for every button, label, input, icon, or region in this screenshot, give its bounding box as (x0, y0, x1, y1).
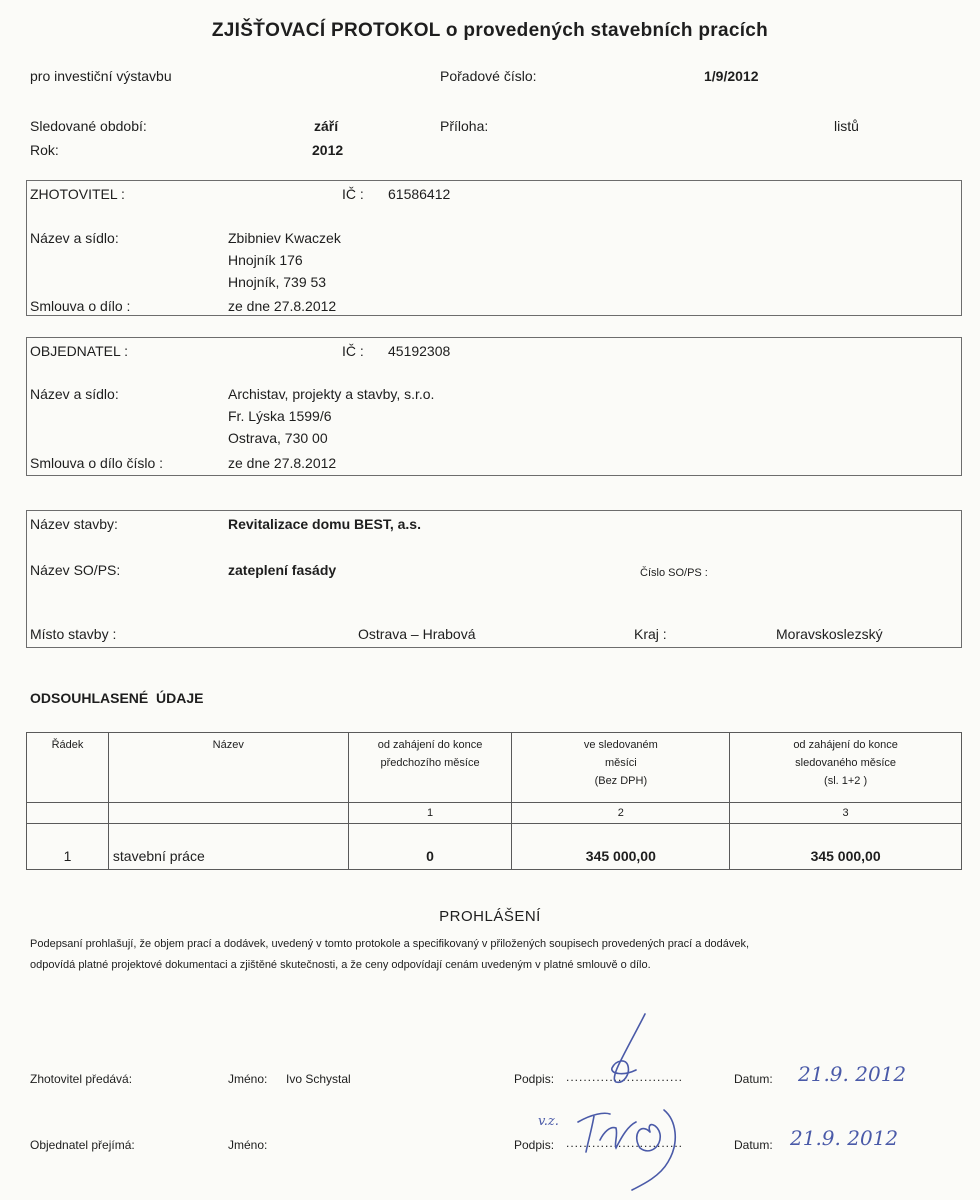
col2-number: 2 (512, 803, 730, 824)
contractor-sign-name: Ivo Schystal (286, 1072, 351, 1086)
purpose-text: pro investiční výstavbu (30, 68, 172, 84)
contractor-name-line1: Zbibniev Kwaczek (228, 230, 341, 246)
client-signature-initials: v.z. (538, 1114, 559, 1129)
period-label: Sledované období: (30, 118, 147, 134)
row-number: 1 (27, 824, 109, 870)
col3-number: 3 (730, 803, 962, 824)
client-box (26, 337, 962, 476)
period-value: září (314, 118, 339, 134)
contractor-box (26, 180, 962, 316)
declaration-text: Podepsaní prohlašují, že objem prací a dodávek, uvedený v tomto protokole a specifikovaný v přiložených soupisech provedených prací a dodávek, odpovídá platné projektové dokumentaci a zjištěné skutečnosti, a že ceny odpovídají cenám uvedeným v platné smlouvě o dílo. (30, 938, 750, 971)
col2-header-line1: ve sledovaném (583, 739, 658, 751)
sops-value: zateplení fasády (228, 562, 337, 578)
col1-number: 1 (348, 803, 512, 824)
col3-header-line1: od zahájení do konce (793, 739, 898, 751)
contractor-name-field-label: Jméno: (228, 1072, 268, 1086)
region-label: Kraj : (634, 626, 667, 642)
client-signature-label: Podpis: (514, 1138, 555, 1152)
col3-header (730, 733, 962, 803)
contractor-contract-value: ze dne 27.8.2012 (228, 298, 337, 314)
contractor-name-line3: Hnojník, 739 53 (228, 274, 327, 290)
row-total-value: 345 000,00 (730, 824, 962, 870)
client-signature-line: ........................... (566, 1136, 684, 1150)
client-name-label: Název a sídlo: (30, 386, 119, 402)
client-contract-value: ze dne 27.8.2012 (228, 455, 337, 471)
client-ic-value: 45192308 (388, 343, 451, 359)
construction-name-value: Revitalizace domu BEST, a.s. (228, 516, 421, 532)
contractor-name-label: Název a sídlo: (30, 230, 119, 246)
row-month-value: 345 000,00 (512, 824, 730, 870)
sops-number-label: Číslo SO/PS : (640, 567, 708, 579)
col-row-header: Řádek (27, 733, 109, 803)
client-name-field-label: Jméno: (228, 1138, 268, 1152)
column-number-row (27, 803, 962, 824)
client-label: OBJEDNATEL : (30, 343, 129, 359)
place-value: Ostrava – Hrabová (358, 626, 476, 642)
year-label: Rok: (30, 142, 59, 158)
sops-label: Název SO/PS: (30, 562, 121, 578)
col1-header (348, 733, 512, 803)
contractor-label: ZHOTOVITEL : (30, 186, 125, 202)
col3-header-line3: (sl. 1+2 ) (824, 775, 868, 787)
year-value: 2012 (312, 142, 344, 158)
attachment-label: Příloha: (440, 118, 489, 134)
client-signature-drawing (570, 1092, 700, 1192)
col1-header-line1: od zahájení do konce (377, 739, 483, 751)
agreed-table (26, 732, 962, 870)
col3-header-line2: sledovaného měsíce (795, 757, 897, 769)
region-value: Moravskoslezský (776, 626, 883, 642)
contractor-date-handwritten: 21.9. 2012 (798, 1062, 907, 1086)
contractor-contract-label: Smlouva o dílo : (30, 298, 131, 314)
attachment-unit: listů (834, 118, 859, 134)
contractor-name-line2: Hnojník 176 (228, 252, 303, 268)
row-prev-value: 0 (348, 824, 512, 870)
contractor-date-label: Datum: (734, 1072, 773, 1086)
contractor-signature-drawing (590, 1010, 670, 1090)
col-name-header: Název (108, 733, 348, 803)
client-sign-label: Objednatel přejímá: (30, 1138, 135, 1152)
row-name: stavební práce (108, 824, 348, 870)
order-number-label: Pořadové číslo: (440, 68, 537, 84)
table-header-row (27, 733, 962, 803)
order-number-value: 1/9/2012 (704, 68, 759, 84)
client-name-line1: Archistav, projekty a stavby, s.r.o. (228, 386, 435, 402)
col2-header (512, 733, 730, 803)
client-ic-label: IČ : (342, 343, 364, 359)
agreed-heading: ODSOUHLASENÉ ÚDAJE (30, 690, 204, 706)
client-name-line2: Fr. Lýska 1599/6 (228, 408, 332, 424)
client-date-label: Datum: (734, 1138, 773, 1152)
contractor-sign-label: Zhotovitel předává: (30, 1072, 133, 1086)
place-label: Místo stavby : (30, 626, 117, 642)
contractor-signature-label: Podpis: (514, 1072, 555, 1086)
client-name-line3: Ostrava, 730 00 (228, 430, 328, 446)
contractor-ic-label: IČ : (342, 186, 364, 202)
declaration-title: PROHLÁŠENÍ (439, 908, 541, 925)
col2-header-line3: (Bez DPH) (594, 775, 648, 787)
construction-name-label: Název stavby: (30, 516, 118, 532)
client-date-handwritten: 21.9. 2012 (790, 1126, 899, 1150)
document-title: ZJIŠŤOVACÍ PROTOKOL o provedených stavebních pracích (211, 20, 769, 41)
contractor-signature-line: ........................... (566, 1070, 684, 1084)
table-row (27, 824, 962, 870)
col1-header-line2: předchozího měsíce (380, 757, 480, 769)
col2-header-line2: měsíci (604, 757, 637, 769)
client-contract-label: Smlouva o dílo číslo : (30, 455, 164, 471)
contractor-ic-value: 61586412 (388, 186, 451, 202)
